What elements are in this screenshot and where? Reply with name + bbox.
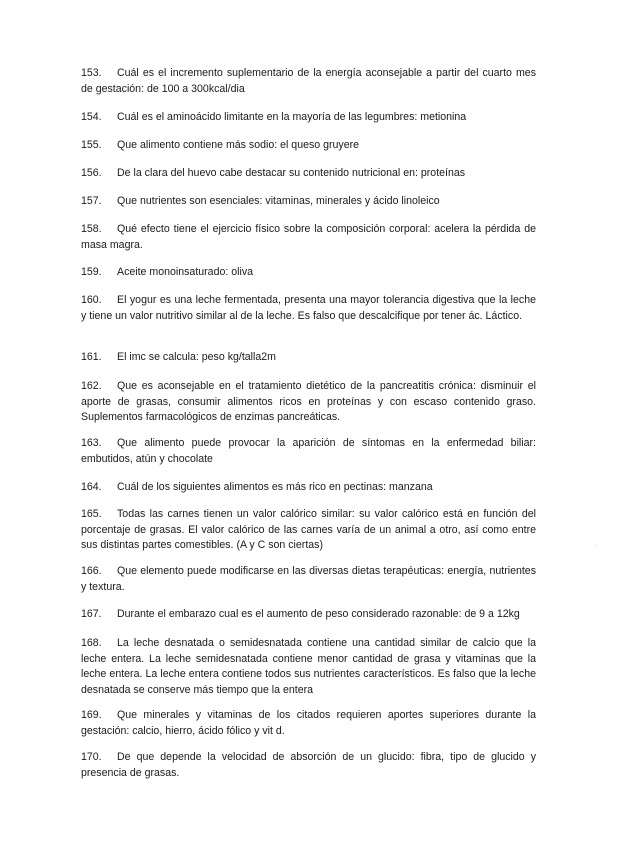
question-text: Aceite monoinsaturado: oliva — [117, 266, 254, 278]
question-163 — [81, 436, 536, 467]
question-162 — [81, 379, 536, 426]
question-164 — [81, 480, 536, 496]
question-number: 157. — [81, 195, 102, 207]
question-number: 154. — [81, 111, 102, 123]
question-168 — [81, 636, 536, 698]
question-text: Durante el embarazo cual es el aumento de peso considerado razonable: de 9 a 12kg — [117, 608, 520, 620]
question-number: 155. — [81, 139, 102, 151]
question-number: 168. — [81, 637, 102, 649]
question-text: Qué efecto tiene el ejercicio físico sobre la composición corporal: acelera la pérdida de masa magra. — [81, 223, 536, 251]
question-157 — [81, 194, 536, 210]
question-text: Cuál de los siguientes alimentos es más rico en pectinas: manzana — [117, 481, 433, 493]
question-155 — [81, 138, 536, 154]
question-159 — [81, 265, 536, 281]
question-text: Cuál es el aminoácido limitante en la mayoría de las legumbres: metionina — [117, 111, 467, 123]
question-number: 165. — [81, 508, 102, 520]
question-number: 166. — [81, 565, 102, 577]
question-number: 163. — [81, 437, 102, 449]
question-154 — [81, 110, 536, 126]
question-158 — [81, 222, 536, 253]
question-number: 167. — [81, 608, 102, 620]
question-160 — [81, 293, 536, 324]
question-156 — [81, 166, 536, 182]
question-text: Que alimento contiene más sodio: el queso gruyere — [117, 139, 360, 151]
question-number: 169. — [81, 709, 102, 721]
scan-speck: · — [594, 541, 597, 550]
question-text: Que alimento puede provocar la aparición de síntomas en la enfermedad biliar: embutidos, atún y chocolate — [81, 437, 536, 465]
question-text: Todas las carnes tienen un valor calórico similar: su valor calórico está en función del porcentaje de grasas. El valor calórico de las carnes varía de un animal a otro, así como entre sus distintas partes comestibles. (A y C son ciertas) — [81, 508, 536, 551]
question-text: De que depende la velocidad de absorción de un glucido: fibra, tipo de glucido y presencia de grasas. — [81, 751, 536, 779]
question-number: 170. — [81, 751, 102, 763]
question-167 — [81, 607, 536, 623]
question-text: Que minerales y vitaminas de los citados requieren aportes superiores durante la gestación: calcio, hierro, ácido fólico y vit d. — [81, 709, 536, 737]
question-169 — [81, 708, 536, 739]
question-number: 164. — [81, 481, 102, 493]
question-161 — [81, 350, 536, 366]
question-number: 158. — [81, 223, 102, 235]
question-number: 156. — [81, 167, 102, 179]
question-text: Que nutrientes son esenciales: vitaminas, minerales y ácido linoleico — [117, 195, 440, 207]
question-text: De la clara del huevo cabe destacar su contenido nutricional en: proteínas — [117, 167, 466, 179]
question-166 — [81, 564, 536, 595]
question-text: Cuál es el incremento suplementario de la energía aconsejable a partir del cuarto mes de gestación: de 100 a 300kcal/dia — [81, 67, 536, 95]
question-text: La leche desnatada o semidesnatada contiene una cantidad similar de calcio que la leche entera. La leche semidesnatada contiene menor cantidad de grasa y vitaminas que la leche entera. La leche entera contiene todos sus nutrientes característicos. Es falso que la leche desnatada se conserve más tiempo que la entera — [81, 637, 536, 696]
question-number: 162. — [81, 380, 102, 392]
question-number: 161. — [81, 351, 102, 363]
question-153 — [81, 66, 536, 97]
question-number: 160. — [81, 294, 102, 306]
question-number: 153. — [81, 67, 102, 79]
question-170 — [81, 750, 536, 781]
question-text: El yogur es una leche fermentada, presenta una mayor tolerancia digestiva que la leche y tiene un valor nutritivo similar al de la leche. Es falso que descalcifique por tener ác. Láctico. — [81, 294, 536, 322]
question-text: El imc se calcula: peso kg/talla2m — [117, 351, 276, 363]
question-text: Que es aconsejable en el tratamiento dietético de la pancreatitis crónica: disminuir el aporte de grasas, consumir alimentos ricos en proteínas y con escaso contenido graso. Suplementos farmacológicos de enzimas pancreáticas. — [81, 380, 536, 423]
question-165 — [81, 507, 536, 554]
question-number: 159. — [81, 266, 102, 278]
question-text: Que elemento puede modificarse en las diversas dietas terapéuticas: energía, nutrientes y textura. — [81, 565, 536, 593]
